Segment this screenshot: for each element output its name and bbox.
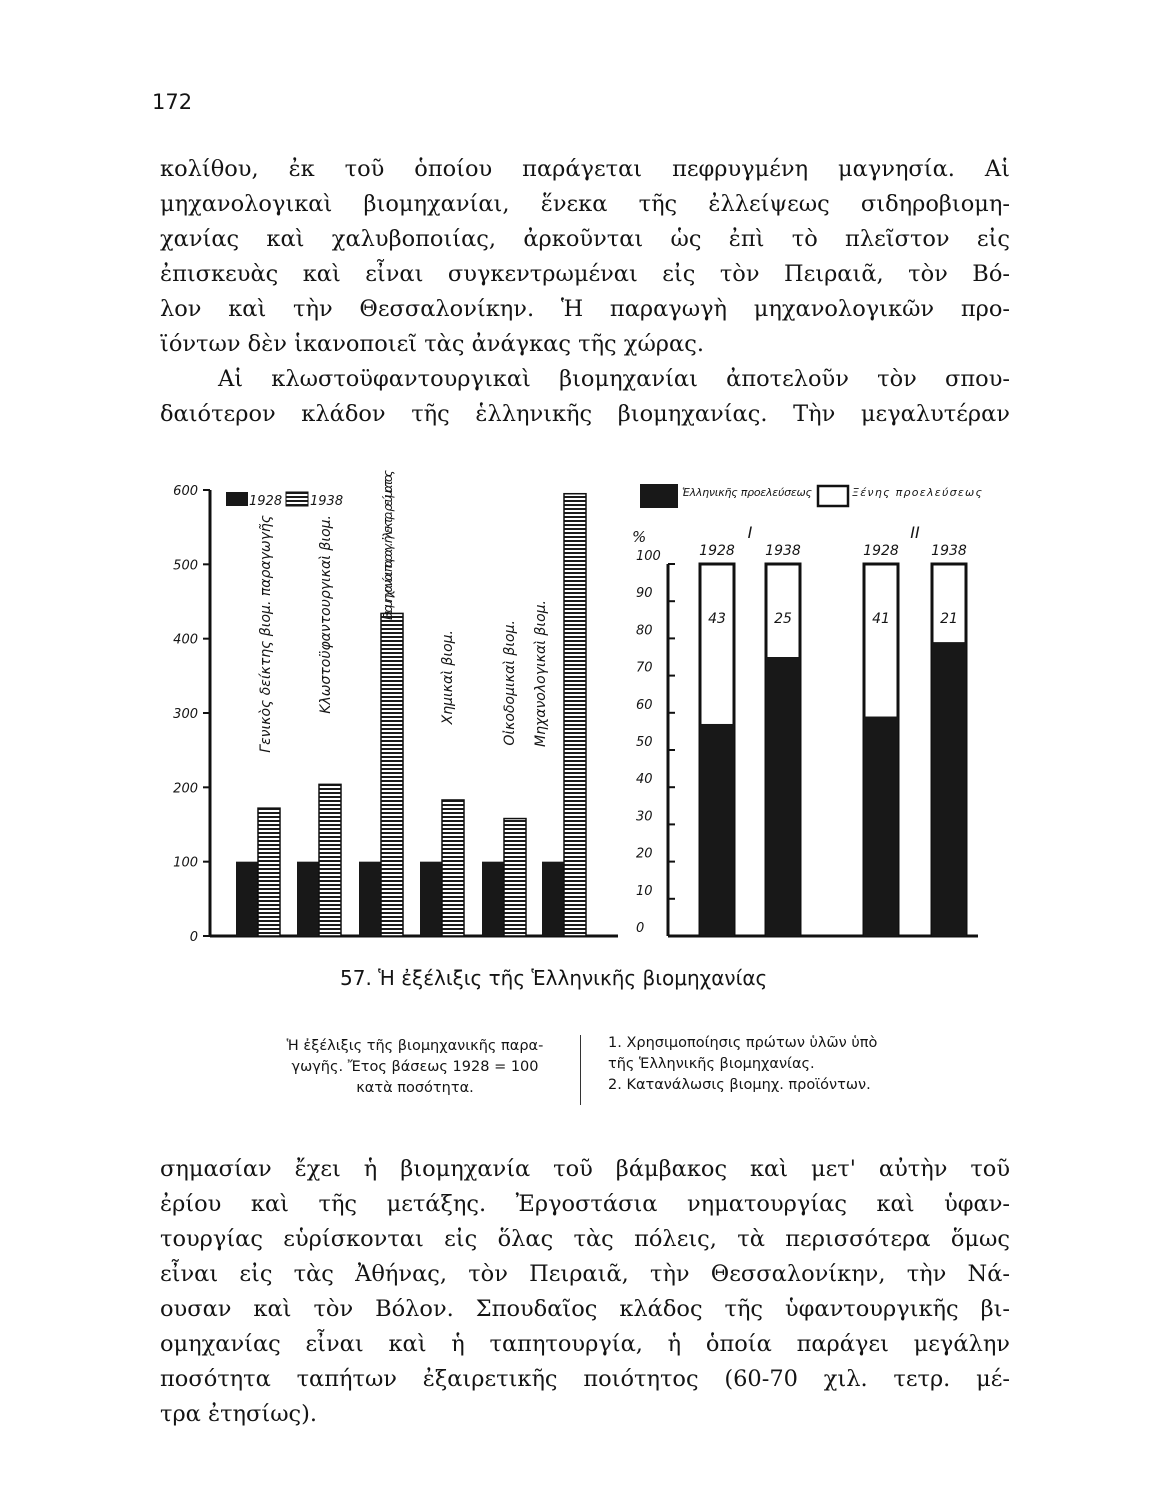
y-tick-label: 600 bbox=[173, 484, 198, 499]
note-line: κατὰ ποσότητα. bbox=[356, 1080, 474, 1096]
bar-1928 bbox=[297, 862, 319, 936]
bar-1938 bbox=[564, 494, 586, 936]
note-line: Ἡ ἐξέλιξις τῆς βιομηχανικῆς παρα- bbox=[286, 1038, 544, 1054]
text-line: ἐρίου καὶ τῆς μετάξης. Ἐργοστάσια νηματουργίας καὶ ὑφαν- bbox=[160, 1191, 1010, 1217]
value-label-foreign: 43 bbox=[708, 611, 726, 627]
bar-1938 bbox=[442, 800, 464, 936]
chart-industrial-production bbox=[173, 470, 618, 945]
bar-1928 bbox=[236, 862, 258, 936]
note-divider bbox=[580, 1035, 581, 1105]
y-tick-label: 0 bbox=[636, 921, 645, 936]
text-line: ποσότητα ταπήτων ἐξαιρετικῆς ποιότητος (60-70 χιλ. τετρ. μέ- bbox=[160, 1366, 1010, 1392]
bar-1928 bbox=[359, 862, 381, 936]
legend-swatch-greek bbox=[640, 484, 678, 508]
y-tick-label: 70 bbox=[636, 660, 653, 676]
y-tick-label: 90 bbox=[636, 586, 653, 602]
text-line: ουσαν καὶ τὸν Βόλον. Σπουδαῖος κλάδος τῆς ὑφαντουργικῆς βι- bbox=[160, 1296, 1010, 1322]
value-label-foreign: 21 bbox=[940, 611, 958, 627]
y-tick-label: 60 bbox=[636, 697, 653, 713]
note-right bbox=[608, 1033, 988, 1096]
text-line: ομηχανίας εἶναι καὶ ἡ ταπητουργία, ἡ ὁποία παράγει μεγάλην bbox=[160, 1331, 1010, 1357]
bar-1938 bbox=[258, 808, 280, 936]
note-line: 1. Χρησιμοποίησις πρώτων ὑλῶν ὑπὸ bbox=[608, 1035, 878, 1051]
y-tick-label: 300 bbox=[173, 707, 198, 722]
text-line: κολίθου, ἐκ τοῦ ὁποίου παράγεται πεφρυγμένη μαγνησία. Αἱ bbox=[160, 156, 1010, 182]
category-label: Οἰκοδομικαὶ βιομ. bbox=[502, 620, 518, 746]
chart-raw-materials-origin bbox=[632, 484, 983, 936]
legend-swatch-1928 bbox=[226, 492, 248, 506]
category-label: 1928 bbox=[863, 543, 899, 559]
legend-label-1938: 1938 bbox=[310, 494, 344, 509]
category-label: 1938 bbox=[931, 543, 967, 559]
category-label: 1928 bbox=[699, 543, 735, 559]
category-label: Χημικαὶ βιομ. bbox=[440, 630, 456, 725]
figure-caption: 57. Ἡ ἐξέλιξις τῆς Ἑλληνικῆς βιομηχανίας bbox=[340, 966, 768, 990]
text-line: ϊόντων δὲν ἱκανοποιεῖ τὰς ἀνάγκας τῆς χώρας. bbox=[160, 331, 704, 357]
y-tick-label: 30 bbox=[636, 809, 653, 825]
bar-1938 bbox=[319, 784, 341, 936]
group-label: I bbox=[747, 523, 753, 542]
text-line: τρα ἐτησίως). bbox=[160, 1401, 318, 1427]
text-line: λον καὶ τὴν Θεσσαλονίκην. Ἡ παραγωγὴ μηχανολογικῶν προ- bbox=[160, 296, 1010, 322]
y-tick-label: 40 bbox=[636, 772, 653, 788]
note-line: τῆς Ἑλληνικῆς βιομηχανίας. bbox=[608, 1056, 815, 1072]
legend-swatch-foreign bbox=[818, 486, 848, 506]
category-label: 1938 bbox=[765, 543, 801, 559]
note-line: 2. Κατανάλωσις βιομηχ. προϊόντων. bbox=[608, 1077, 871, 1093]
value-label-foreign: 41 bbox=[872, 611, 890, 627]
y-tick-label: 50 bbox=[636, 735, 653, 750]
category-label: Μηχανολογικαὶ βιομ. bbox=[533, 600, 549, 747]
y-tick-label: 100 bbox=[636, 549, 661, 564]
y-tick-label: 10 bbox=[636, 883, 653, 899]
paragraph-bottom bbox=[160, 1152, 1010, 1432]
text-line: ἐπισκευὰς καὶ εἶναι συγκεντρωμέναι εἰς τὸν Πειραιᾶ, τὸν Βό- bbox=[160, 261, 1010, 287]
y-axis-unit: % bbox=[632, 528, 647, 546]
page-number: 172 bbox=[152, 90, 193, 114]
text-line: Αἱ κλωστοϋφαντουργικαὶ βιομηχανίαι ἀποτελοῦν τὸν σπου- bbox=[218, 366, 1010, 392]
note-line: γωγῆς. Ἔτος βάσεως 1928 = 100 bbox=[291, 1059, 539, 1075]
bar-greek bbox=[700, 724, 734, 936]
category-label: Βιομηχανίαι παραγ. ἠλεκτρ. ρεύματος bbox=[381, 470, 395, 620]
legend-label-1928: 1928 bbox=[249, 494, 283, 509]
category-label: Γενικὸς δείκτης βιομ. παραγωγῆς bbox=[258, 515, 274, 753]
bar-1928 bbox=[542, 862, 564, 936]
text-line: δαιότερον κλάδον τῆς ἑλληνικῆς βιομηχανίας. Τὴν μεγαλυτέραν bbox=[160, 401, 1010, 427]
text-line: χανίας καὶ χαλυβοποιίας, ἀρκοῦνται ὡς ἐπὶ τὸ πλεῖστον εἰς bbox=[160, 226, 1010, 252]
note-left bbox=[270, 1036, 560, 1099]
bar-greek bbox=[766, 657, 800, 936]
y-tick-label: 0 bbox=[189, 930, 198, 945]
text-line: τουργίας εὑρίσκονται εἰς ὅλας τὰς πόλεις, τὰ περισσότερα ὅμως bbox=[160, 1226, 1010, 1252]
y-tick-label: 200 bbox=[173, 781, 198, 797]
y-tick-label: 80 bbox=[636, 623, 653, 639]
y-tick-label: 500 bbox=[173, 558, 198, 574]
text-line: σημασίαν ἔχει ἡ βιομηχανία τοῦ βάμβακος καὶ μετ' αὐτὴν τοῦ bbox=[160, 1156, 1010, 1182]
legend-label-greek: Ἑλληνικῆς προελεύσεως bbox=[682, 486, 812, 499]
legend-swatch-1938 bbox=[286, 492, 308, 506]
bar-greek bbox=[932, 642, 966, 936]
bar-1928 bbox=[420, 862, 442, 936]
legend-label-foreign: Ξένης προελεύσεως bbox=[852, 486, 982, 499]
bar-1938 bbox=[381, 613, 403, 936]
text-line: εἶναι εἰς τὰς Ἀθήνας, τὸν Πειραιᾶ, τὴν Θεσσαλονίκην, τὴν Νά- bbox=[160, 1261, 1010, 1287]
text-line: μηχανολογικαὶ βιομηχανίαι, ἕνεκα τῆς ἐλλείψεως σιδηροβιομη- bbox=[160, 191, 1010, 217]
group-label: II bbox=[910, 523, 920, 542]
y-tick-label: 400 bbox=[173, 632, 198, 648]
value-label-foreign: 25 bbox=[774, 611, 792, 627]
bar-greek bbox=[864, 717, 898, 936]
y-tick-label: 20 bbox=[636, 846, 653, 862]
category-label: Κλωστοϋφαντουργικαὶ βιομ. bbox=[318, 515, 334, 714]
bar-1938 bbox=[504, 819, 526, 936]
y-tick-label: 100 bbox=[173, 855, 198, 871]
bar-1928 bbox=[482, 862, 504, 936]
